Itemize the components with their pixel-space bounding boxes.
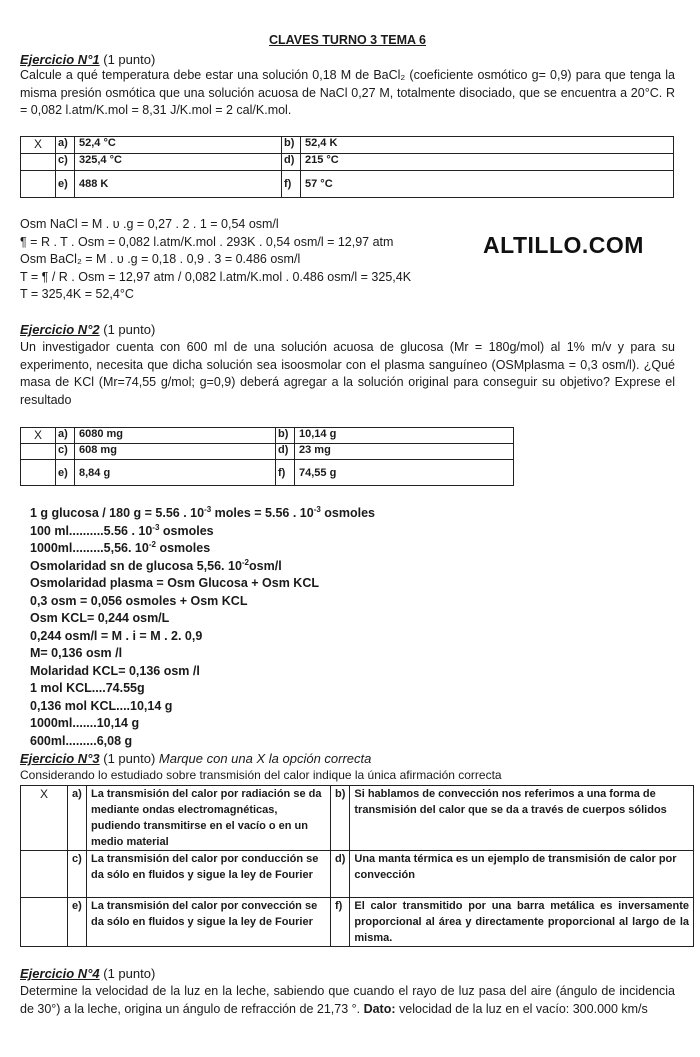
exercise-3-title: Ejercicio N°3 <box>20 751 100 766</box>
exercise-2-heading <box>20 322 155 337</box>
exercise-1-options-table <box>20 136 674 198</box>
option-letter: b) <box>331 786 350 851</box>
exercise-4-data-label: Dato: <box>363 1001 396 1016</box>
option-letter: e) <box>56 171 75 198</box>
option-letter: e) <box>56 460 75 486</box>
solution-line: 1 g glucosa / 180 g = 5.56 . $10^{-3}$ moles = 5.56 . $10^{-3}$ osmoles <box>30 504 375 520</box>
option-e: 488 K <box>75 171 282 198</box>
exercise-1-title: Ejercicio N°1 <box>20 52 100 67</box>
option-letter: c) <box>56 444 75 460</box>
exercise-4-data-text: velocidad de la luz en el vacío: 300.000 km/s <box>399 1001 648 1016</box>
option-letter: a) <box>68 786 87 851</box>
solution-line: 1000ml.........5,56. $10^{-2}$ osmoles <box>30 539 211 555</box>
option-f: 57 °C <box>301 171 674 198</box>
solution-line: Osm KCL= 0,244 osm/L <box>30 611 170 625</box>
exercise-2-options-table <box>20 427 514 486</box>
solution-line: Osm NaCl = M . υ .g = 0,27 . 2 . 1 = 0,54 osm/l <box>20 217 279 231</box>
solution-line: 600ml.........6,08 g <box>30 733 133 748</box>
option-letter: d) <box>282 154 301 171</box>
option-letter: d) <box>331 851 350 898</box>
exercise-3-heading <box>20 751 371 766</box>
option-e: La transmisión del calor por convección se da sólo en fluidos y sigue la ley de Fourier <box>87 898 331 947</box>
solution-line: ¶ = R . T . Osm = 0,082 l.atm/K.mol . 293K . 0,54 osm/l = 12,97 atm <box>20 234 394 249</box>
exercise-4-title: Ejercicio N°4 <box>20 966 100 981</box>
solution-line: 1 mol KCL....74.55g <box>30 681 145 695</box>
solution-line: Osmolaridad sn de glucosa 5,56. $10^{-2}osm/l$ <box>30 557 282 573</box>
answer-mark: X <box>21 428 56 444</box>
exercise-3-options-table <box>20 785 694 947</box>
option-b: 10,14 g <box>295 428 514 444</box>
solution-line: Osmolaridad plasma = Osm Glucosa + Osm KCL <box>30 576 319 590</box>
option-d: Una manta térmica es un ejemplo de transmisión de calor por convección <box>350 851 694 898</box>
option-d: 215 °C <box>301 154 674 171</box>
answer-mark: X <box>21 786 68 851</box>
option-c: La transmisión del calor por conducción se da sólo en fluidos y sigue la ley de Fourier <box>87 851 331 898</box>
option-letter: d) <box>276 444 295 460</box>
solution-line: Osm BaCl₂ = M . υ .g = 0,18 . 0,9 . 3 = 0.486 osm/l <box>20 252 301 266</box>
option-letter: c) <box>68 851 87 898</box>
option-a: La transmisión del calor por radiación se da mediante ondas electromagnéticas, pudiendo transmitirse en el vacío o en un medio material <box>87 786 331 851</box>
option-letter: b) <box>276 428 295 444</box>
option-b: Si hablamos de convección nos referimos a una forma de transmisión del calor que se da a través de cuerpos sólidos <box>350 786 694 851</box>
option-letter: a) <box>56 137 75 154</box>
option-letter: b) <box>282 137 301 154</box>
option-d: 23 mg <box>295 444 514 460</box>
option-b: 52,4 K <box>301 137 674 154</box>
solution-line: Molaridad KCL= 0,136 osm /l <box>30 663 200 678</box>
exercise-3-instruction: Marque con una X la opción correcta <box>158 751 372 766</box>
solution-line: 0,244 osm/l = M . i = M . 2. 0,9 <box>30 628 203 643</box>
exercise-2-title: Ejercicio N°2 <box>20 322 100 337</box>
exercise-4-points: (1 punto) <box>103 966 156 981</box>
option-c: 608 mg <box>75 444 276 460</box>
solution-line: 100 ml..........5.56 . $10^{-3}$ osmoles <box>30 522 214 538</box>
exercise-1-statement: Calcule a qué temperatura debe estar una solución 0,18 M de BaCl₂ (coeficiente osmótico g= 0,9) para que tenga la misma presión osmótica que una solución acuosa de NaCl 0,27 M, totalmente disociado, que se encuentra a 20°C. R = 0,082 l.atm/K.mol = 8,31 J/K.mol = 2 cal/K.mol. <box>20 68 675 117</box>
option-a: 6080 mg <box>75 428 276 444</box>
option-letter: c) <box>56 154 75 171</box>
solution-line: T = ¶ / R . Osm = 12,97 atm / 0,082 l.atm/K.mol . 0.486 osm/l = 325,4K <box>20 269 412 284</box>
exercise-1-heading <box>20 52 155 67</box>
option-letter: a) <box>56 428 75 444</box>
solution-line: T = 325,4K = 52,4°C <box>20 287 134 301</box>
watermark-logo: ALTILLO.COM <box>483 232 644 258</box>
option-letter: e) <box>68 898 87 947</box>
exercise-4-statement <box>20 983 675 1018</box>
answer-mark: X <box>21 137 56 154</box>
exercise-1-solution <box>20 216 675 304</box>
option-f: El calor transmitido por una barra metálica es inversamente proporcional al área y directamente proporcional al largo de la misma. <box>350 898 694 947</box>
solution-line: 0,3 osm = 0,056 osmoles + Osm KCL <box>30 593 248 608</box>
exercise-2-statement: Un investigador cuenta con 600 ml de una solución acuosa de glucosa (Mr = 180g/mol) al 1% m/v y para su experimento, necesita que dicha solución sea isoosmolar con el plasma sanguíneo (OSMplasma = 0,3 osm/l). ¿Qué masa de KCl (Mr=74,55 g/mol; g=0,9) deberá agregar a la solución original para conseguir su objetivo? Exprese el resultado <box>20 340 675 407</box>
page-title: CLAVES TURNO 3 TEMA 6 <box>269 33 426 47</box>
solution-line: M= 0,136 osm /l <box>30 646 123 660</box>
option-f: 74,55 g <box>295 460 514 486</box>
option-a: 52,4 °C <box>75 137 282 154</box>
exercise-2-solution <box>30 505 685 750</box>
exercise-3-question: Considerando lo estudiado sobre transmisión del calor indique la única afirmación correcta <box>20 768 502 782</box>
exercise-1-points: (1 punto) <box>103 52 156 67</box>
exercise-2-points: (1 punto) <box>103 322 156 337</box>
option-e: 8,84 g <box>75 460 276 486</box>
exercise-3-points: (1 punto) <box>103 751 156 766</box>
option-letter: f) <box>331 898 350 947</box>
option-c: 325,4 °C <box>75 154 282 171</box>
solution-line: 0,136 mol KCL....10,14 g <box>30 698 173 713</box>
exercise-4-text: Determine la velocidad de la luz en la leche, sabiendo que cuando el rayo de luz pasa del aire (ángulo de incidencia de 30°) a la leche, origina un ángulo de refracción de 21,73 °. <box>20 984 675 1016</box>
solution-line: 1000ml.......10,14 g <box>30 716 140 730</box>
exercise-4-heading <box>20 966 155 981</box>
option-letter: f) <box>282 171 301 198</box>
option-letter: f) <box>276 460 295 486</box>
